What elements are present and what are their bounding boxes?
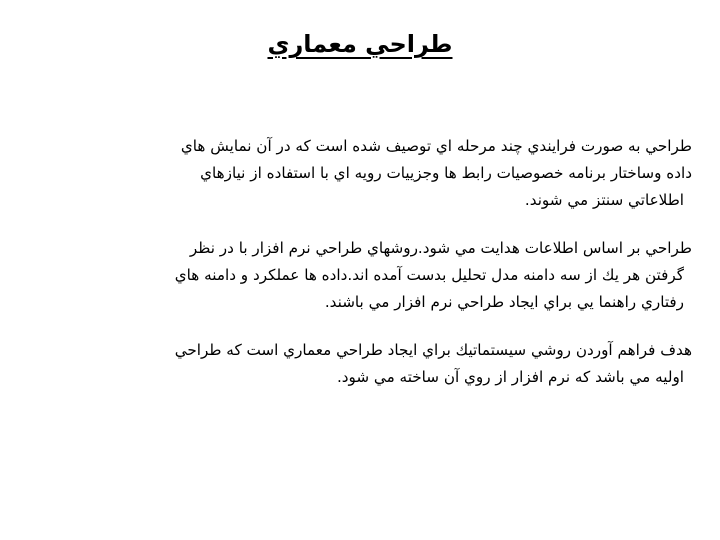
paragraph-3 — [28, 337, 692, 391]
slide-title: طراحي معماري — [267, 30, 453, 58]
paragraph-line: طراحي به صورت فرايندي چند مرحله اي توصيف شده است كه در آن نمايش هاي — [180, 137, 692, 155]
paragraph-line: داده وساختار برنامه خصوصيات رابط ها وجزييات رويه اي با استفاده از نيازهاي — [200, 164, 692, 182]
slide-body — [28, 133, 692, 412]
paragraph-line: رفتاري راهنما يي براي ايجاد طراحي نرم افزار مي باشند. — [324, 293, 684, 311]
paragraph-line: اوليه مي باشد كه نرم افزار از روي آن ساخته مي شود. — [336, 368, 684, 386]
paragraph-1 — [28, 133, 692, 214]
paragraph-line: طراحي بر اساس اطلاعات هدايت مي شود.روشهاي طراحي نرم افزار با در نظر — [189, 239, 692, 257]
paragraph-line: هدف فراهم آوردن روشي سيستماتيك براي ايجاد طراحي معماري است كه طراحي — [174, 341, 692, 359]
paragraph-line: اطلاعاتي سنتز مي شوند. — [524, 191, 684, 209]
paragraph-line: گرفتن هر يك از سه دامنه مدل تحليل بدست آمده اند.داده ها عملكرد و دامنه هاي — [174, 266, 684, 284]
paragraph-2 — [28, 235, 692, 316]
